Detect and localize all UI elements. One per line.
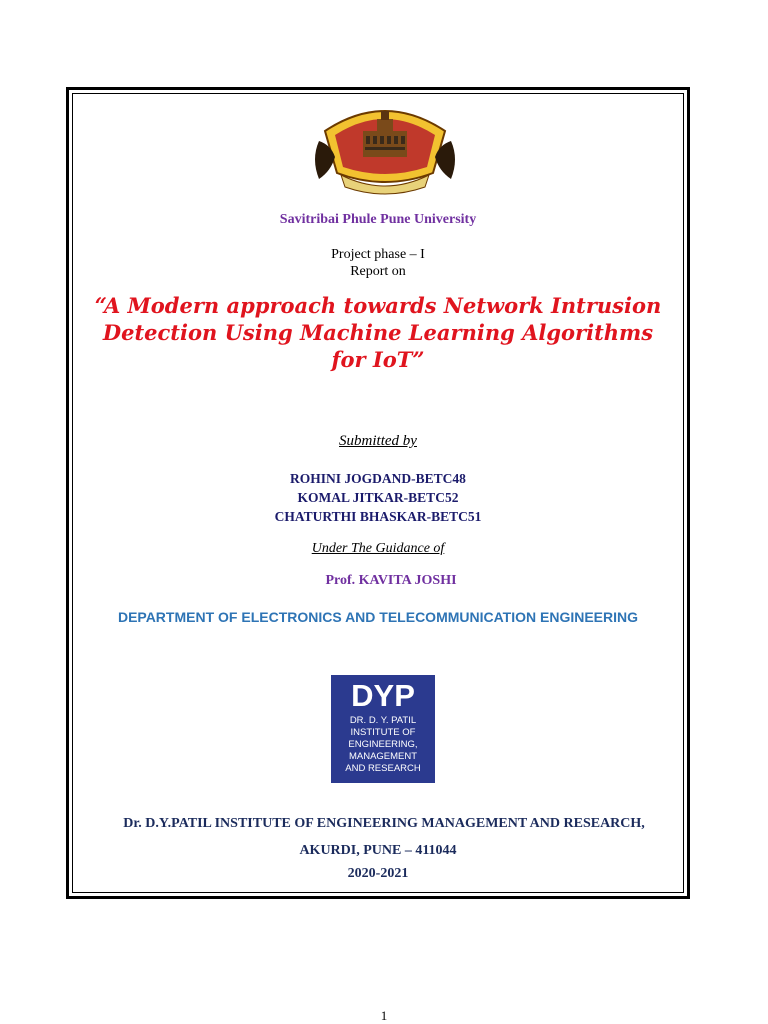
academic-year: 2020-2021 xyxy=(347,866,409,881)
report-heading xyxy=(72,246,684,280)
student-name: ROHINI JOGDAND-BETC48 xyxy=(290,471,466,486)
student-name: CHATURTHI BHASKAR-BETC51 xyxy=(274,509,482,524)
page-number: 1 xyxy=(380,1008,388,1023)
dyp-logo-line: ENGINEERING, xyxy=(348,739,418,750)
guide-name: Prof. KAVITA JOSHI xyxy=(325,573,457,588)
student-list xyxy=(72,469,684,526)
report-title: “A Modern approach towards Network Intrusion Detection Using Machine Learning Algorithms for IoT” xyxy=(94,293,662,372)
project-phase: Project phase – I xyxy=(331,247,425,262)
dyp-logo-icon xyxy=(331,675,435,783)
department-name: DEPARTMENT OF ELECTRONICS AND TELECOMMUNICATION ENGINEERING xyxy=(117,609,639,625)
dyp-logo-line: DR. D. Y. PATIL xyxy=(349,715,417,726)
report-on: Report on xyxy=(350,264,406,279)
dyp-logo-letters: DYP xyxy=(351,678,415,713)
dyp-logo-line: INSTITUTE OF xyxy=(350,727,416,738)
dyp-logo-line: MANAGEMENT xyxy=(348,751,418,762)
guidance-label: Under The Guidance of xyxy=(311,541,445,556)
submitted-by-label: Submitted by xyxy=(339,433,417,449)
institute-address: AKURDI, PUNE – 411044 xyxy=(299,843,457,858)
student-name: KOMAL JITKAR-BETC52 xyxy=(297,490,459,505)
institute-name: Dr. D.Y.PATIL INSTITUTE OF ENGINEERING MANAGEMENT AND RESEARCH, xyxy=(123,816,645,831)
university-seal-icon xyxy=(305,101,465,201)
dyp-logo-line: AND RESEARCH xyxy=(345,763,421,774)
university-name: Savitribai Phule Pune University xyxy=(279,212,477,227)
